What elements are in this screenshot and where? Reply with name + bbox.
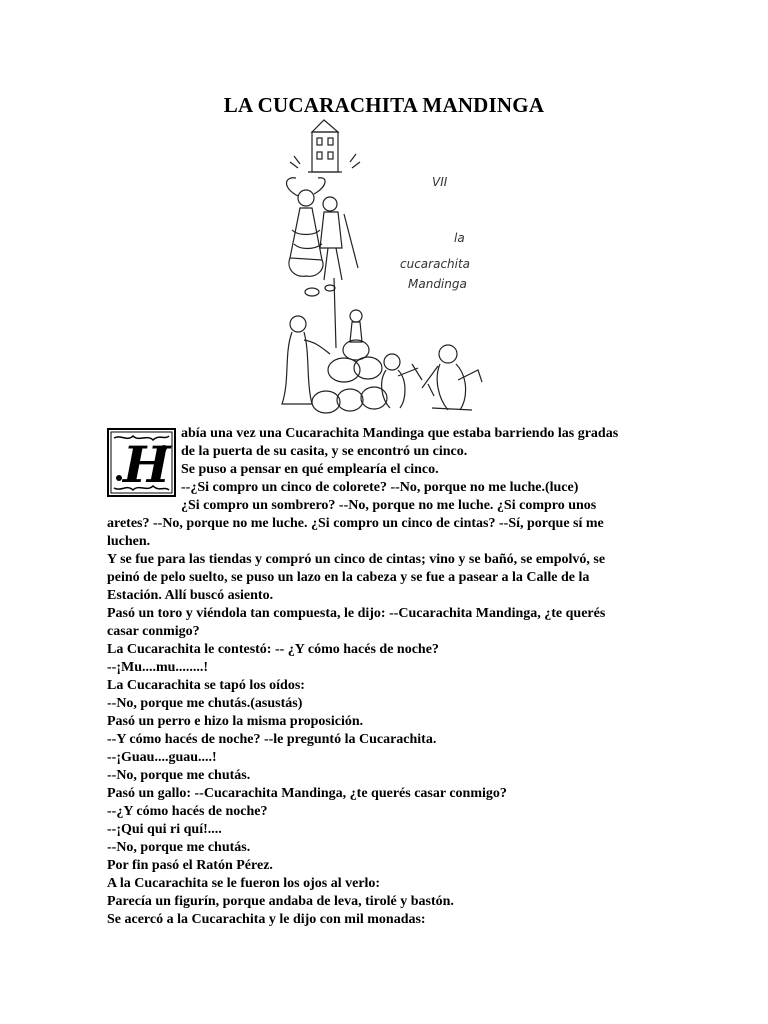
text-line: La Cucarachita se tapó los oídos: (107, 678, 305, 693)
text-line: Por fin pasó el Ratón Pérez. (107, 858, 273, 873)
text-line: Se puso a pensar en qué emplearía el cinco. (181, 462, 439, 477)
text-line: A la Cucarachita se le fueron los ojos al verlo: (107, 876, 381, 891)
text-line: --¿Si compro un cinco de colorete? --No, porque no me luche.(luce) (181, 480, 579, 495)
text-line: --No, porque me chutás.(asustás) (107, 696, 303, 711)
text-line: Pasó un toro y viéndola tan compuesta, le dijo: --Cucarachita Mandinga, ¿te querés (107, 606, 606, 621)
text-line: abía una vez una Cucarachita Mandinga que estaba barriendo las gradas (181, 426, 619, 441)
text-line: Se acercó a la Cucarachita y le dijo con mil monadas: (107, 912, 426, 927)
text-line: --¡Qui qui ri quí!.... (107, 822, 222, 837)
illustration-chapter: VII (432, 175, 448, 189)
text-line: luchen. (107, 534, 151, 549)
text-line: de la puerta de su casita, y se encontró un cinco. (181, 444, 468, 459)
text-line: aretes? --No, porque no me luche. ¿Si compro un cinco de cintas? --Sí, porque sí me (107, 516, 604, 531)
text-line: --¡Mu....mu........! (107, 660, 209, 675)
drop-cap-letter: H (123, 435, 171, 494)
story-illustration (272, 118, 494, 418)
text-line: ¿Si compro un sombrero? --No, porque no me luche. ¿Si compro unos (181, 498, 597, 513)
text-line: --¿Y cómo hacés de noche? (107, 804, 268, 819)
illustration-caption-line1: la (454, 231, 465, 245)
text-line: --Y cómo hacés de noche? --le preguntó la Cucarachita. (107, 732, 437, 747)
text-line: Pasó un perro e hizo la misma proposición. (107, 714, 364, 729)
text-line: Y se fue para las tiendas y compró un cinco de cintas; vino y se bañó, se empolvó, se (107, 552, 606, 567)
text-line: casar conmigo? (107, 624, 200, 639)
text-line: Pasó un gallo: --Cucarachita Mandinga, ¿te querés casar conmigo? (107, 786, 507, 801)
illustration-caption-line3: Mandinga (408, 277, 467, 291)
illustration-caption-line2: cucarachita (400, 257, 471, 271)
text-line: --¡Guau....guau....! (107, 750, 217, 765)
page-title: LA CUCARACHITA MANDINGA (223, 93, 545, 117)
text-line: Estación. Allí buscó asiento. (107, 588, 274, 603)
text-line: --No, porque me chutás. (107, 840, 251, 855)
text-line: peinó de pelo suelto, se puso un lazo en la cabeza y se fue a pasear a la Calle de la (107, 570, 590, 585)
drop-cap-ornament (107, 428, 176, 497)
text-line: Parecía un figurín, porque andaba de leva, tirolé y bastón. (107, 894, 454, 909)
text-line: --No, porque me chutás. (107, 768, 251, 783)
text-line: La Cucarachita le contestó: -- ¿Y cómo hacés de noche? (107, 642, 439, 657)
